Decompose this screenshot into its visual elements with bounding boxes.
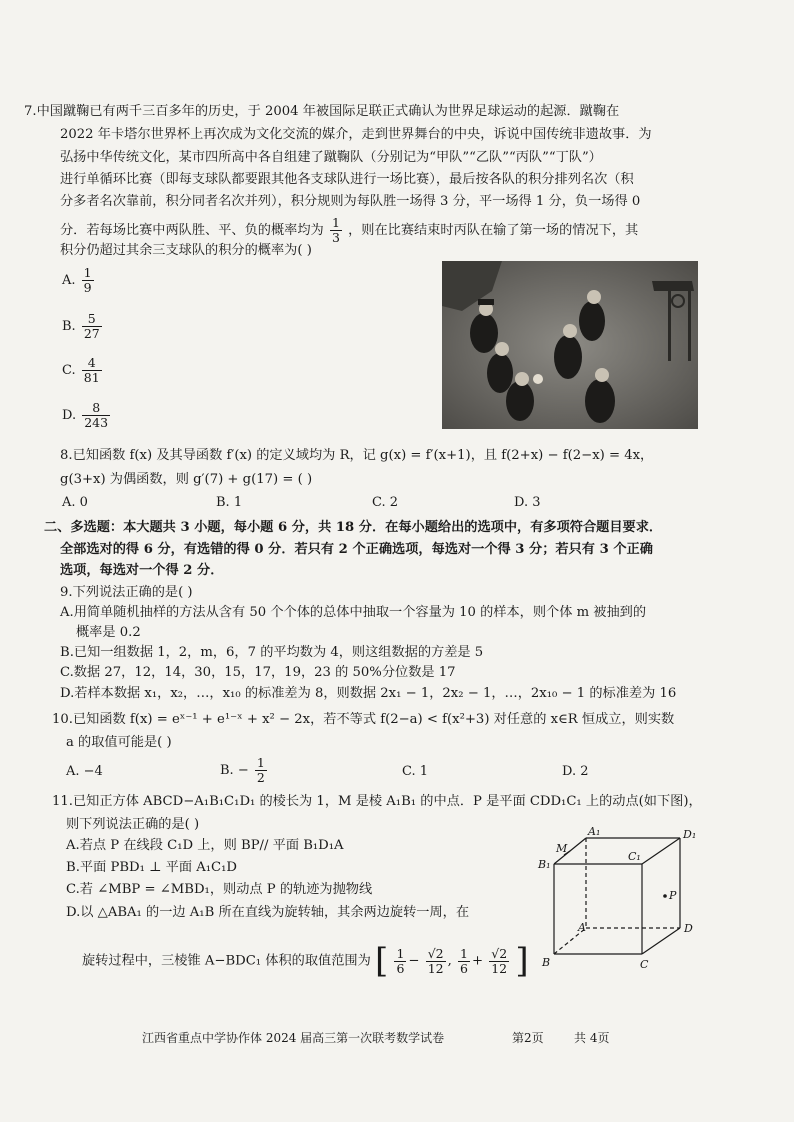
right-bracket: ] — [515, 941, 529, 981]
q8-option-c: C. 2 — [372, 495, 399, 510]
minus-sign: − — [408, 953, 420, 969]
option-label: B. — [62, 319, 76, 334]
option-label: B. − — [220, 763, 249, 778]
cube-label-b1: B₁ — [538, 858, 551, 871]
q7-line-2: 2022 年卡塔尔世界杯上再次成为文化交流的媒介，走到世界舞台的中央，诉说中国传统非遗故事．为 — [60, 127, 652, 142]
fraction-denominator: 3 — [331, 230, 340, 245]
cube-diagram — [530, 824, 710, 974]
q11-option-d-line-2 — [82, 940, 529, 983]
q9-stem: 9.下列说法正确的是( ) — [60, 585, 193, 600]
q7-line-5: 分多者名次靠前，积分同者名次并列），积分规则为每队胜一场得 3 分，平一场得 1 分，负一场得 0 — [60, 194, 641, 209]
q7-line-1: 7.中国蹴鞠已有两千三百多年的历史，于 2004 年被国际足联正式确认为世界足球运动的起源．蹴鞠在 — [24, 104, 620, 119]
range-upper-fraction-a — [458, 947, 470, 976]
q7-option-d — [62, 401, 112, 430]
option-label: D. — [62, 408, 77, 423]
cube-label-a: A — [578, 921, 586, 934]
fraction-denominator: 2 — [256, 770, 265, 785]
cube-label-a1: A₁ — [588, 825, 601, 838]
q11-option-a: A.若点 P 在线段 C₁D 上，则 BP// 平面 B₁D₁A — [66, 838, 344, 853]
fraction-denominator: 81 — [83, 370, 100, 385]
q7-line-3: 弘扬中华传统文化，某市四所高中各自组建了蹴鞠队（分别记为“甲队”“乙队”“丙队”“丁队”） — [60, 150, 602, 165]
left-bracket: [ — [375, 941, 389, 981]
section-2-heading-line-2: 全部选对的得 6 分，有选错的得 0 分．若只有 2 个正确选项，每选对一个得 3 分；若只有 3 个正确 — [60, 542, 653, 557]
q7-line-6-b: ，则在比赛结束时丙队在输了第一场的情况下，其 — [348, 223, 639, 238]
fraction-denominator: 12 — [491, 960, 508, 976]
q7-line-6-a: 分．若每场比赛中两队胜、平、负的概率均为 — [60, 223, 324, 238]
footer-total-pages: 共 4页 — [574, 1031, 610, 1045]
q10-option-a: A. −4 — [66, 764, 103, 779]
q10-option-b — [220, 756, 269, 785]
fraction-numerator: 8 — [82, 401, 110, 416]
q11-option-d-line-1: D.以 △ABA₁ 的一边 A₁B 所在直线为旋转轴，其余两边旋转一周，在 — [66, 905, 470, 920]
fraction-denominator: 6 — [396, 960, 405, 976]
fraction-numerator: √2 — [427, 945, 444, 961]
range-lower-fraction-b — [426, 947, 446, 976]
q9-option-b: B.已知一组数据 1，2，m，6，7 的平均数为 4，则这组数据的方差是 5 — [60, 645, 484, 660]
fraction-denominator: 27 — [83, 326, 100, 341]
fraction-numerator: 5 — [82, 312, 102, 327]
fraction-denominator: 9 — [83, 280, 92, 295]
fraction-denominator: 6 — [460, 960, 468, 976]
q9-option-a-line-2: 概率是 0.2 — [76, 625, 141, 640]
cube-label-p: P — [669, 889, 677, 902]
cube-label-d1: D₁ — [683, 828, 697, 841]
option-fraction — [82, 356, 102, 385]
q11-option-d-text: 旋转过程中，三棱锥 A−BDC₁ 体积的取值范围为 — [82, 953, 371, 969]
q9-option-d: D.若样本数据 x₁，x₂，…，x₁₀ 的标准差为 8，则数据 2x₁ − 1，2x₂ − 1，…，2x₁₀ − 1 的标准差为 16 — [60, 686, 677, 701]
q11-option-c: C.若 ∠MBP = ∠MBD₁，则动点 P 的轨迹为抛物线 — [66, 882, 373, 897]
cube-label-c: C — [640, 958, 649, 971]
range-upper-fraction-b — [489, 947, 509, 976]
plus-sign: + — [471, 953, 484, 969]
section-2-heading-line-1: 二、多选题：本大题共 3 小题，每小题 6 分，共 18 分．在每小题给出的选项中，有多项符合题目要求． — [44, 520, 663, 535]
q10-line-1: 10.已知函数 f(x) = eˣ⁻¹ + e¹⁻ˣ + x² − 2x，若不等式 f(2−a) < f(x²+3) 对任意的 x∈R 恒成立，则实数 — [52, 712, 675, 727]
q11-line-2: 则下列说法正确的是( ) — [66, 817, 200, 832]
footer-exam-title: 江西省重点中学协作体 2024 届高三第一次联考数学试卷 — [142, 1031, 445, 1045]
fraction-numerator: 1 — [83, 265, 92, 280]
option-label: A. — [62, 273, 76, 288]
option-fraction — [82, 312, 102, 341]
q7-option-a — [62, 266, 96, 295]
q10-option-c: C. 1 — [402, 764, 429, 779]
q10-option-d: D. 2 — [562, 764, 589, 779]
cuju-painting-image — [442, 261, 698, 429]
section-2-heading-line-3: 选项，每选对一个得 2 分． — [60, 563, 224, 578]
option-fraction — [82, 401, 110, 430]
q7-line-7: 积分仍超过其余三支球队的积分的概率为( ) — [60, 243, 312, 258]
footer-page-number: 第2页 — [512, 1031, 544, 1045]
q8-line-1: 8.已知函数 f(x) 及其导函数 f′(x) 的定义域均为 R，记 g(x) = f′(x+1)，且 f(2+x) − f(2−x) = 4x， — [60, 448, 654, 463]
fraction-numerator: 1 — [460, 945, 468, 961]
fraction-numerator: 1 — [331, 215, 340, 230]
comma: , — [447, 953, 452, 969]
fraction-numerator: 1 — [396, 945, 405, 961]
option-fraction — [82, 266, 94, 295]
option-fraction — [255, 756, 267, 785]
range-lower-fraction-a — [394, 947, 406, 976]
q7-option-b — [62, 312, 104, 341]
q8-option-d: D. 3 — [514, 495, 541, 510]
q7-line-4: 进行单循环比赛（即每支球队都要跟其他各支球队进行一场比赛），最后按各队的积分排列名次（积 — [60, 172, 634, 187]
fraction-numerator: 4 — [82, 356, 102, 371]
option-label: C. — [62, 363, 76, 378]
q8-option-b: B. 1 — [216, 495, 243, 510]
q7-probability-fraction — [330, 216, 342, 245]
q11-option-b: B.平面 PBD₁ ⊥ 平面 A₁C₁D — [66, 860, 237, 875]
q8-option-a: A. 0 — [62, 495, 88, 510]
q11-line-1: 11.已知正方体 ABCD−A₁B₁C₁D₁ 的棱长为 1，M 是棱 A₁B₁ 的中点．P 是平面 CDD₁C₁ 上的动点(如下图)， — [52, 794, 702, 809]
q9-option-c: C.数据 27，12，14，30，15，17，19，23 的 50%分位数是 17 — [60, 665, 456, 680]
q9-option-a-line-1: A.用简单随机抽样的方法从含有 50 个个体的总体中抽取一个容量为 10 的样本，则个体 m 被抽到的 — [60, 605, 647, 620]
q7-option-c — [62, 356, 104, 385]
fraction-numerator: √2 — [491, 945, 508, 961]
q10-line-2: a 的取值可能是( ) — [66, 735, 172, 750]
fraction-denominator: 243 — [84, 415, 109, 430]
q8-line-2: g(3+x) 为偶函数，则 g′(7) + g(17) = ( ) — [60, 472, 313, 487]
cube-label-m: M — [556, 842, 568, 855]
fraction-numerator: 1 — [256, 755, 265, 770]
fraction-denominator: 12 — [427, 960, 444, 976]
cube-label-c1: C₁ — [628, 850, 641, 863]
cube-label-b: B — [542, 956, 551, 969]
cube-label-d: D — [684, 922, 693, 935]
